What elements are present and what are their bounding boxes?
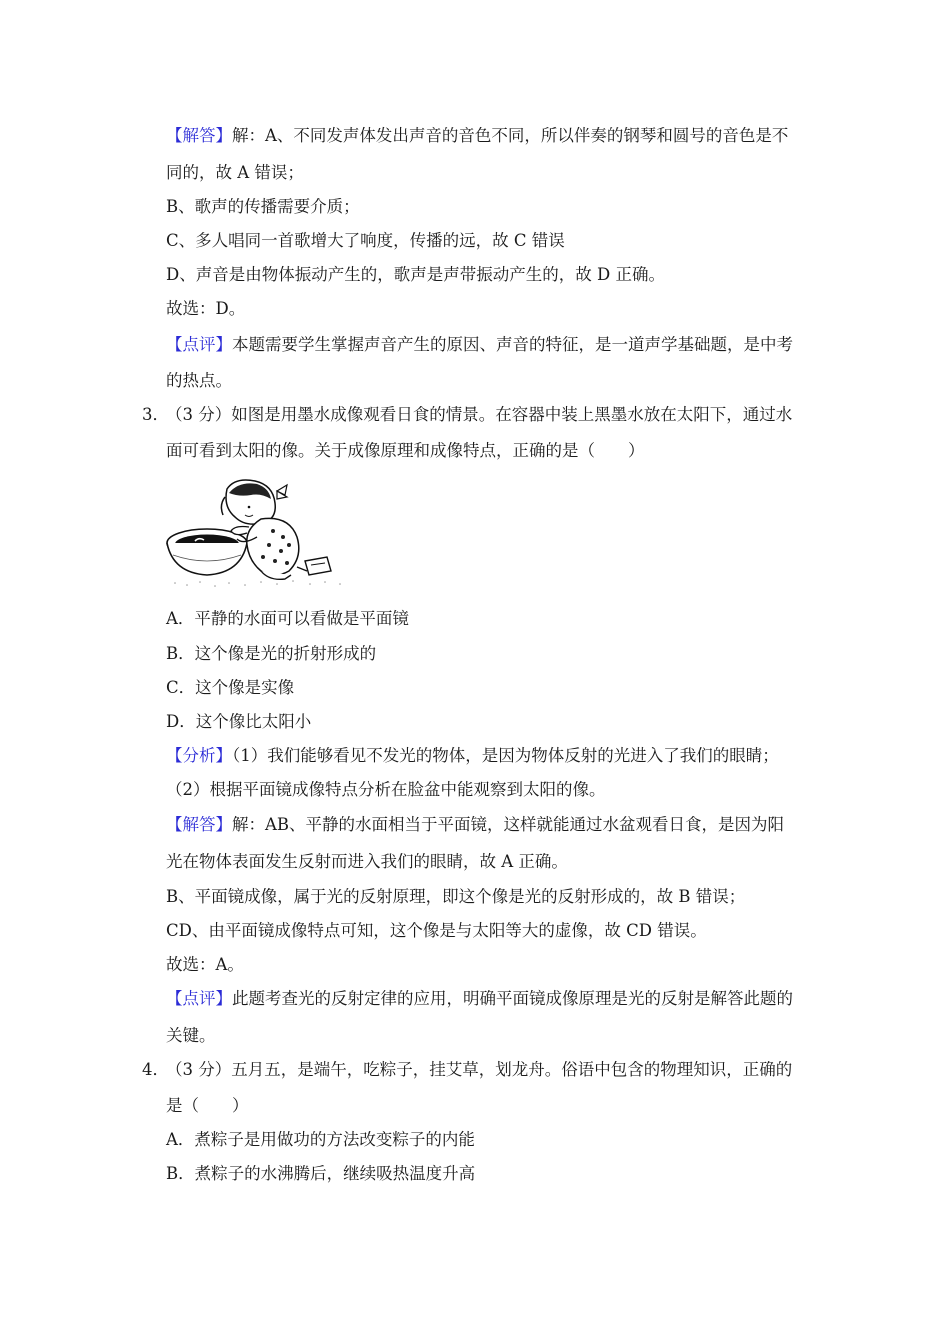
q3-analysis-line-2: （2）根据平面镜成像特点分析在脸盆中能观察到太阳的像。 bbox=[166, 780, 606, 799]
q4-stem-line-1: （3 分）五月五，是端午，吃粽子，挂艾草，划龙舟。俗语中包含的物理知识，正确的 bbox=[166, 1060, 793, 1079]
analysis-tag: 【分析】 bbox=[166, 746, 232, 765]
q3-comment-line-2: 关键。 bbox=[166, 1026, 216, 1045]
child-ink-basin-illustration bbox=[165, 475, 350, 590]
comment-tag: 【点评】 bbox=[166, 989, 232, 1008]
q3-answer-line-3: B、平面镜成像，属于光的反射原理，即这个像是光的反射形成的，故 B 错误； bbox=[166, 887, 746, 906]
q3-option-c: C．这个像是实像 bbox=[166, 678, 295, 697]
q3-answer-line-4: CD、由平面镜成像特点可知，这个像是与太阳等大的虚像，故 CD 错误。 bbox=[166, 921, 707, 940]
comment-tag: 【点评】 bbox=[166, 335, 232, 354]
q2-comment-line-2: 的热点。 bbox=[166, 371, 232, 390]
q3-stem-line-2: 面可看到太阳的像。关于成像原理和成像特点，正确的是（ ） bbox=[166, 441, 645, 460]
q3-option-d: D．这个像比太阳小 bbox=[166, 712, 312, 731]
q2-answer-line-5: D、声音是由物体振动产生的，歌声是声带振动产生的，故 D 正确。 bbox=[166, 265, 665, 284]
q3-answer-line-5: 故选：A。 bbox=[166, 955, 244, 974]
answer-tag: 【解答】 bbox=[166, 815, 232, 834]
q4-option-b: B．煮粽子的水沸腾后，继续吸热温度升高 bbox=[166, 1164, 476, 1183]
q2-answer-line-4: C、多人唱同一首歌增大了响度，传播的远，故 C 错误 bbox=[166, 231, 565, 250]
q2-answer-line-2: 同的，故 A 错误； bbox=[166, 163, 304, 182]
answer-tag: 【解答】 bbox=[166, 126, 232, 145]
q3-comment-line-1: 【点评】此题考查光的反射定律的应用，明确平面镜成像原理是光的反射是解答此题的 bbox=[166, 989, 793, 1008]
q3-option-b: B．这个像是光的折射形成的 bbox=[166, 644, 377, 663]
q3-option-a: A．平静的水面可以看做是平面镜 bbox=[166, 609, 409, 628]
q2-answer-line-6: 故选：D。 bbox=[166, 299, 246, 318]
q4-stem-line-2: 是（ ） bbox=[166, 1096, 249, 1115]
q2-answer-line-1: 【解答】解：A、不同发声体发出声音的音色不同，所以伴奏的钢琴和圆号的音色是不 bbox=[166, 126, 789, 145]
q4-option-a: A．煮粽子是用做功的方法改变粽子的内能 bbox=[166, 1130, 475, 1149]
q2-comment-line-1: 【点评】本题需要学生掌握声音产生的原因、声音的特征，是一道声学基础题，是中考 bbox=[166, 335, 793, 354]
q3-analysis-line-1: 【分析】（1）我们能够看见不发光的物体，是因为物体反射的光进入了我们的眼睛； bbox=[166, 746, 779, 765]
q3-number: 3． bbox=[142, 405, 169, 424]
q4-number: 4． bbox=[142, 1060, 169, 1079]
q3-stem-line-1: （3 分）如图是用墨水成像观看日食的情景。在容器中装上黑墨水放在太阳下，通过水 bbox=[166, 405, 793, 424]
q2-answer-line-3: B、歌声的传播需要介质； bbox=[166, 197, 360, 216]
q3-answer-line-2: 光在物体表面发生反射而进入我们的眼睛，故 A 正确。 bbox=[166, 852, 568, 871]
q3-answer-line-1: 【解答】解：AB、平静的水面相当于平面镜，这样就能通过水盆观看日食，是因为阳 bbox=[166, 815, 785, 834]
